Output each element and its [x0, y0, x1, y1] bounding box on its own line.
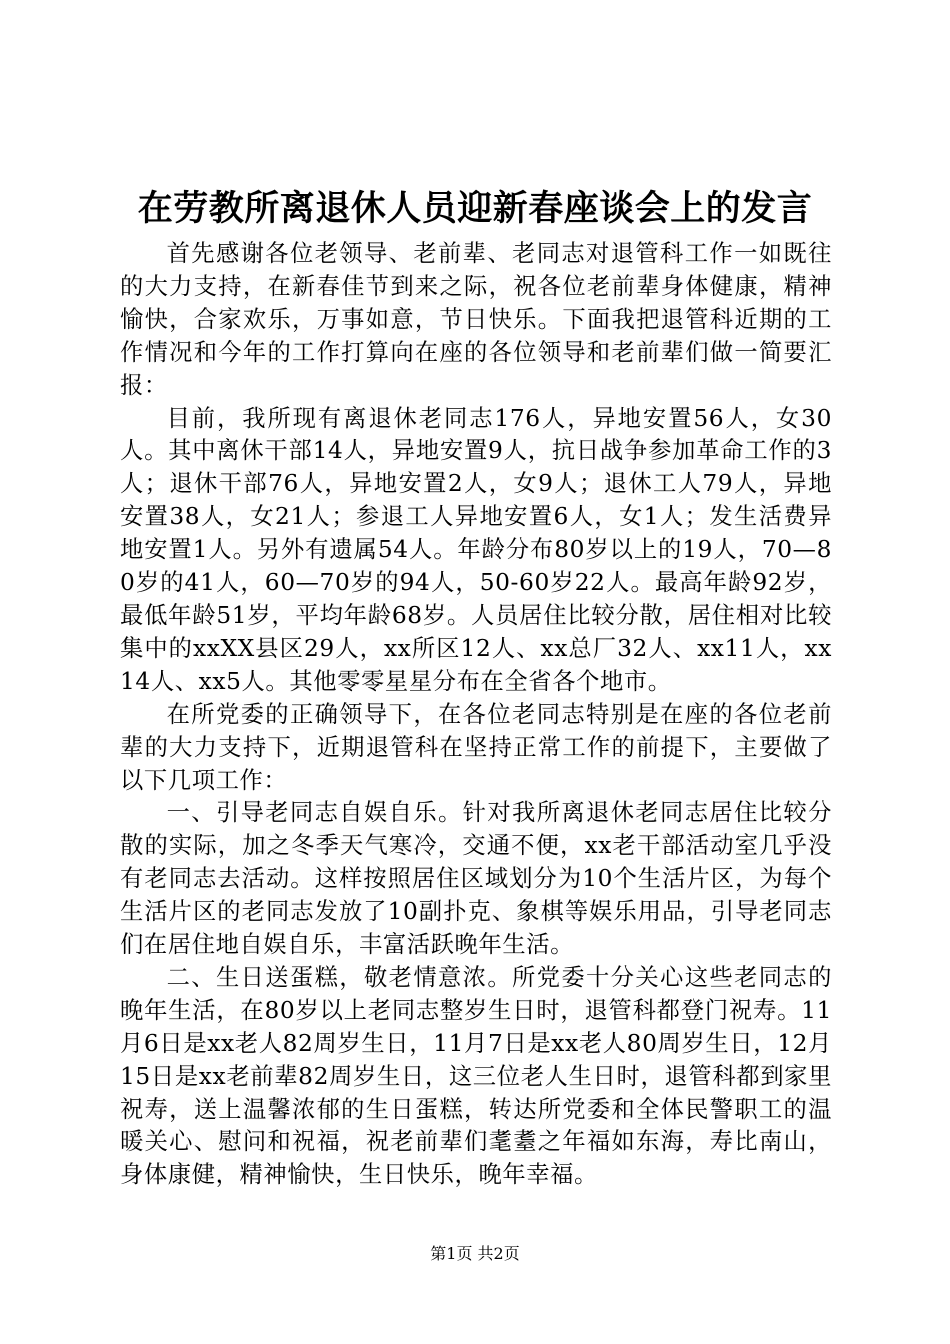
document-body — [120, 238, 832, 1192]
paragraph-item-two: 二、生日送蛋糕，敬老情意浓。所党委十分关心这些老同志的晚年生活，在80岁以上老同志整岁生日时，退管科都登门祝寿。11月6日是xx老人82周岁生日，11月7日是xx老人80周岁生日，12月15日是xx老前辈82周岁生日，这三位老人生日时，退管科都到家里祝寿，送上温馨浓郁的生日蛋糕，转达所党委和全体民警职工的温暖关心、慰问和祝福，祝老前辈们耄耋之年福如东海，寿比南山，身体康健，精神愉快，生日快乐，晚年幸福。 — [120, 963, 832, 1189]
page-number-footer: 第1页 共2页 — [430, 1244, 520, 1263]
paragraph-item-one: 一、引导老同志自娱自乐。针对我所离退休老同志居住比较分散的实际，加之冬季天气寒冷，交通不便，xx老干部活动室几乎没有老同志去活动。这样按照居住区域划分为10个生活片区，为每个生活片区的老同志发放了10副扑克、象棋等娱乐用品，引导老同志们在居住地自娱自乐，丰富活跃晚年生活。 — [120, 799, 832, 959]
document-title: 在劳教所离退休人员迎新春座谈会上的发言 — [137, 188, 813, 229]
paragraph-intro: 首先感谢各位老领导、老前辈、老同志对退管科工作一如既往的大力支持，在新春佳节到来之际，祝各位老前辈身体健康，精神愉快，合家欢乐，万事如意，节日快乐。下面我把退管科近期的工作情况和今年的工作打算向在座的各位领导和老前辈们做一简要汇报： — [120, 240, 832, 399]
paragraph-work-summary: 在所党委的正确领导下，在各位老同志特别是在座的各位老前辈的大力支持下，近期退管科在坚持正常工作的前提下，主要做了以下几项工作： — [120, 700, 832, 794]
paragraph-statistics: 目前，我所现有离退休老同志176人，异地安置56人，女30人。其中离休干部14人，异地安置9人，抗日战争参加革命工作的3人；退休干部76人，异地安置2人，女9人；退休工人79人，异地安置38人，女21人；参退工人异地安置6人，女1人；发生活费异地安置1人。另外有遗属54人。年龄分布80岁以上的19人，70—80岁的41人，60—70岁的94人，50-60岁22人。最高年龄92岁，最低年龄51岁，平均年龄68岁。人员居住比较分散，居住相对比较集中的xxXX县区29人，xx所区12人、xx总厂32人、xx11人，xx14人、xx5人。其他零零星星分布在全省各个地市。 — [120, 404, 832, 695]
